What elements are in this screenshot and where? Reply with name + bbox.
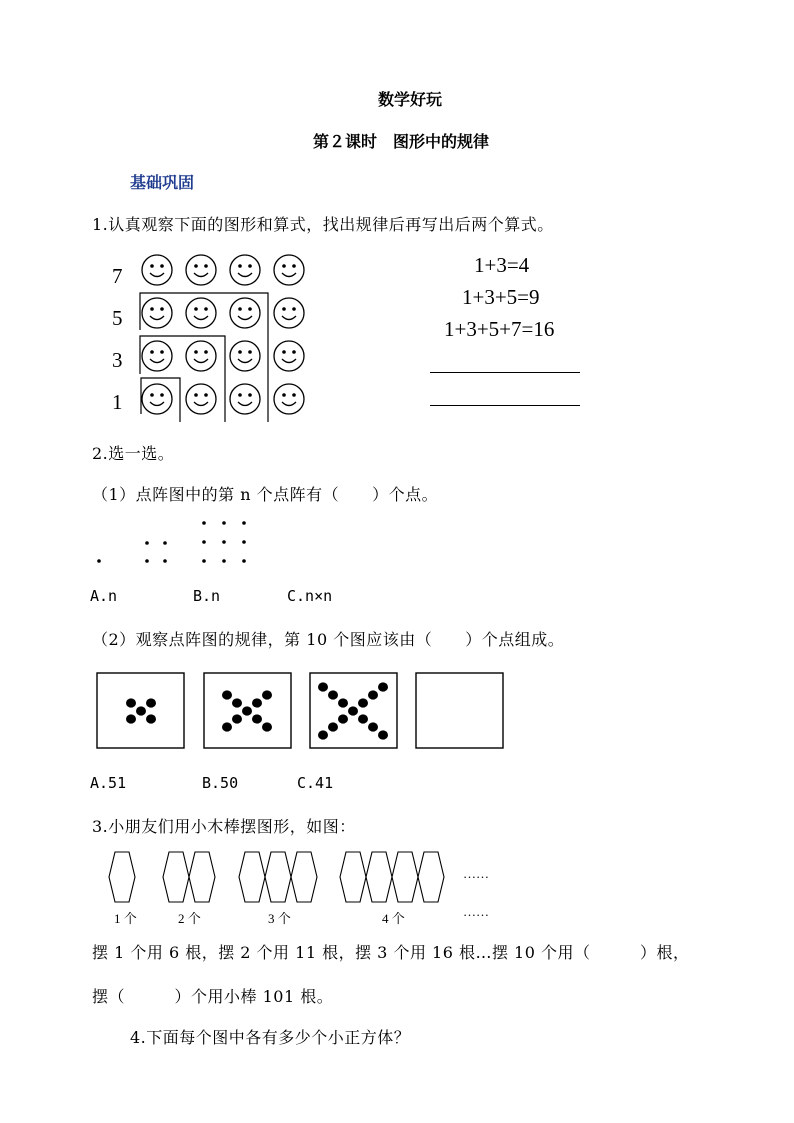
question-3-line-2: 摆（ ）个用小棒 101 根。: [92, 987, 334, 1006]
question-3-line-1: 摆 1 个用 6 根，摆 2 个用 11 根，摆 3 个用 16 根…摆 10 个用（ ）根，: [92, 943, 690, 962]
option-2-1-c[interactable]: C.n×n: [287, 587, 333, 605]
question-2-1-text: （1）点阵图中的第 n 个点阵有（ ）个点。: [92, 485, 439, 504]
smiley-face-icon: [142, 298, 172, 328]
hexagon-shape: [418, 852, 444, 902]
hexagon-shape: [109, 852, 135, 902]
smiley-face-icon: [142, 341, 172, 371]
caption-4: 4 个: [382, 911, 405, 926]
pattern-dot: [338, 698, 348, 707]
caption-1: 1 个: [114, 911, 137, 926]
caption-2: 2 个: [178, 911, 201, 926]
question-4-text: 4.下面每个图中各有多少个小正方体？: [130, 1028, 411, 1047]
pattern-dot: [378, 682, 388, 691]
smiley-face-icon: [274, 384, 304, 414]
section-label: 基础巩固: [130, 173, 195, 192]
pattern-dot: [368, 722, 378, 731]
hexagon-shape: [291, 852, 317, 902]
smiley-face-icon: [142, 255, 172, 285]
option-2-2-b[interactable]: B.50: [202, 774, 239, 792]
smiley-face-icon: [230, 341, 260, 371]
page-title: 数学好玩: [378, 90, 443, 109]
array-dot: [97, 559, 101, 563]
pattern-dot: [368, 690, 378, 699]
pattern-dot: [222, 690, 232, 699]
pattern-dot: [378, 730, 388, 739]
option-2-2-c[interactable]: C.41: [297, 774, 334, 792]
array-dot: [222, 521, 226, 525]
smiley-face-icon: [230, 298, 260, 328]
caption-3: 3 个: [268, 911, 291, 926]
answer-line-2[interactable]: [430, 405, 580, 406]
smiley-face-icon: [186, 255, 216, 285]
hexagon-sticks-figure: [100, 848, 500, 908]
hexagon-shape: [265, 852, 291, 902]
hexagon-shape: [340, 852, 366, 902]
answer-line-1[interactable]: [430, 372, 580, 373]
pattern-dot: [146, 714, 156, 723]
hexagon-shape: [392, 852, 418, 902]
smiley-face-icon: [274, 341, 304, 371]
option-2-2-a[interactable]: A.51: [90, 774, 127, 792]
pattern-dot: [252, 714, 262, 723]
array-dot: [145, 559, 149, 563]
pattern-dot: [358, 714, 368, 723]
question-2-2-text: （2）观察点阵图的规律，第 10 个图应该由（ ）个点组成。: [92, 630, 565, 649]
array-dot: [242, 521, 246, 525]
array-dot: [163, 541, 167, 545]
option-2-1-a[interactable]: A.n: [90, 587, 118, 605]
pattern-dot: [318, 682, 328, 691]
equation-2: 1+3+5=9: [462, 285, 540, 309]
pattern-dot: [262, 690, 272, 699]
hexagon-shape: [239, 852, 265, 902]
smiley-face-icon: [186, 298, 216, 328]
smiley-face-icon: [186, 384, 216, 414]
hexagon-shape: [366, 852, 392, 902]
x-dot-pattern-figure: [96, 672, 516, 752]
smiley-face-icon: [186, 341, 216, 371]
row-label-3: 3: [112, 348, 123, 372]
pattern-dot: [358, 698, 368, 707]
pattern-dot: [328, 722, 338, 731]
equation-1: 1+3=4: [474, 253, 530, 277]
question-1-text: 1.认真观察下面的图形和算式，找出规律后再写出后两个算式。: [92, 215, 554, 234]
array-dot: [145, 541, 149, 545]
smiley-face-icon: [142, 384, 172, 414]
pattern-dot: [348, 706, 358, 715]
array-dot: [202, 559, 206, 563]
question-3-text: 3.小朋友们用小木棒摆图形，如图：: [92, 817, 356, 836]
smiley-face-icon: [274, 298, 304, 328]
row-label-1: 1: [112, 390, 123, 414]
pattern-dot: [262, 722, 272, 731]
smiley-face-icon: [230, 384, 260, 414]
array-dot: [222, 559, 226, 563]
pattern-dot: [338, 714, 348, 723]
hexagon-shape: [189, 852, 215, 902]
pattern-dot: [222, 722, 232, 731]
pattern-dot: [252, 698, 262, 707]
pattern-dot: [232, 714, 242, 723]
row-label-5: 5: [112, 306, 123, 330]
pattern-dot: [136, 706, 146, 715]
pattern-dot: [328, 690, 338, 699]
pattern-dot: [146, 698, 156, 707]
pattern-dot: [318, 730, 328, 739]
pattern-dot: [232, 698, 242, 707]
array-dot: [242, 559, 246, 563]
array-dot: [242, 540, 246, 544]
pattern-dot: [242, 706, 252, 715]
ellipsis-bottom: ……: [463, 904, 489, 919]
pattern-dot: [126, 714, 136, 723]
hexagon-shape: [163, 852, 189, 902]
lesson-subtitle: 第２课时 图形中的规律: [313, 132, 490, 151]
equation-3: 1+3+5+7=16: [444, 317, 555, 341]
array-dot: [202, 540, 206, 544]
option-2-1-b[interactable]: B.n: [193, 587, 221, 605]
row-label-7: 7: [112, 264, 123, 288]
dot-array-figure: [95, 518, 255, 568]
question-2-text: 2.选一选。: [92, 444, 175, 463]
smiley-grid: [135, 250, 335, 430]
smiley-face-icon: [230, 255, 260, 285]
pattern-dot: [126, 698, 136, 707]
array-dot: [222, 540, 226, 544]
array-dot: [163, 559, 167, 563]
ellipsis-top: ……: [463, 866, 489, 881]
smiley-face-icon: [274, 255, 304, 285]
array-dot: [202, 521, 206, 525]
